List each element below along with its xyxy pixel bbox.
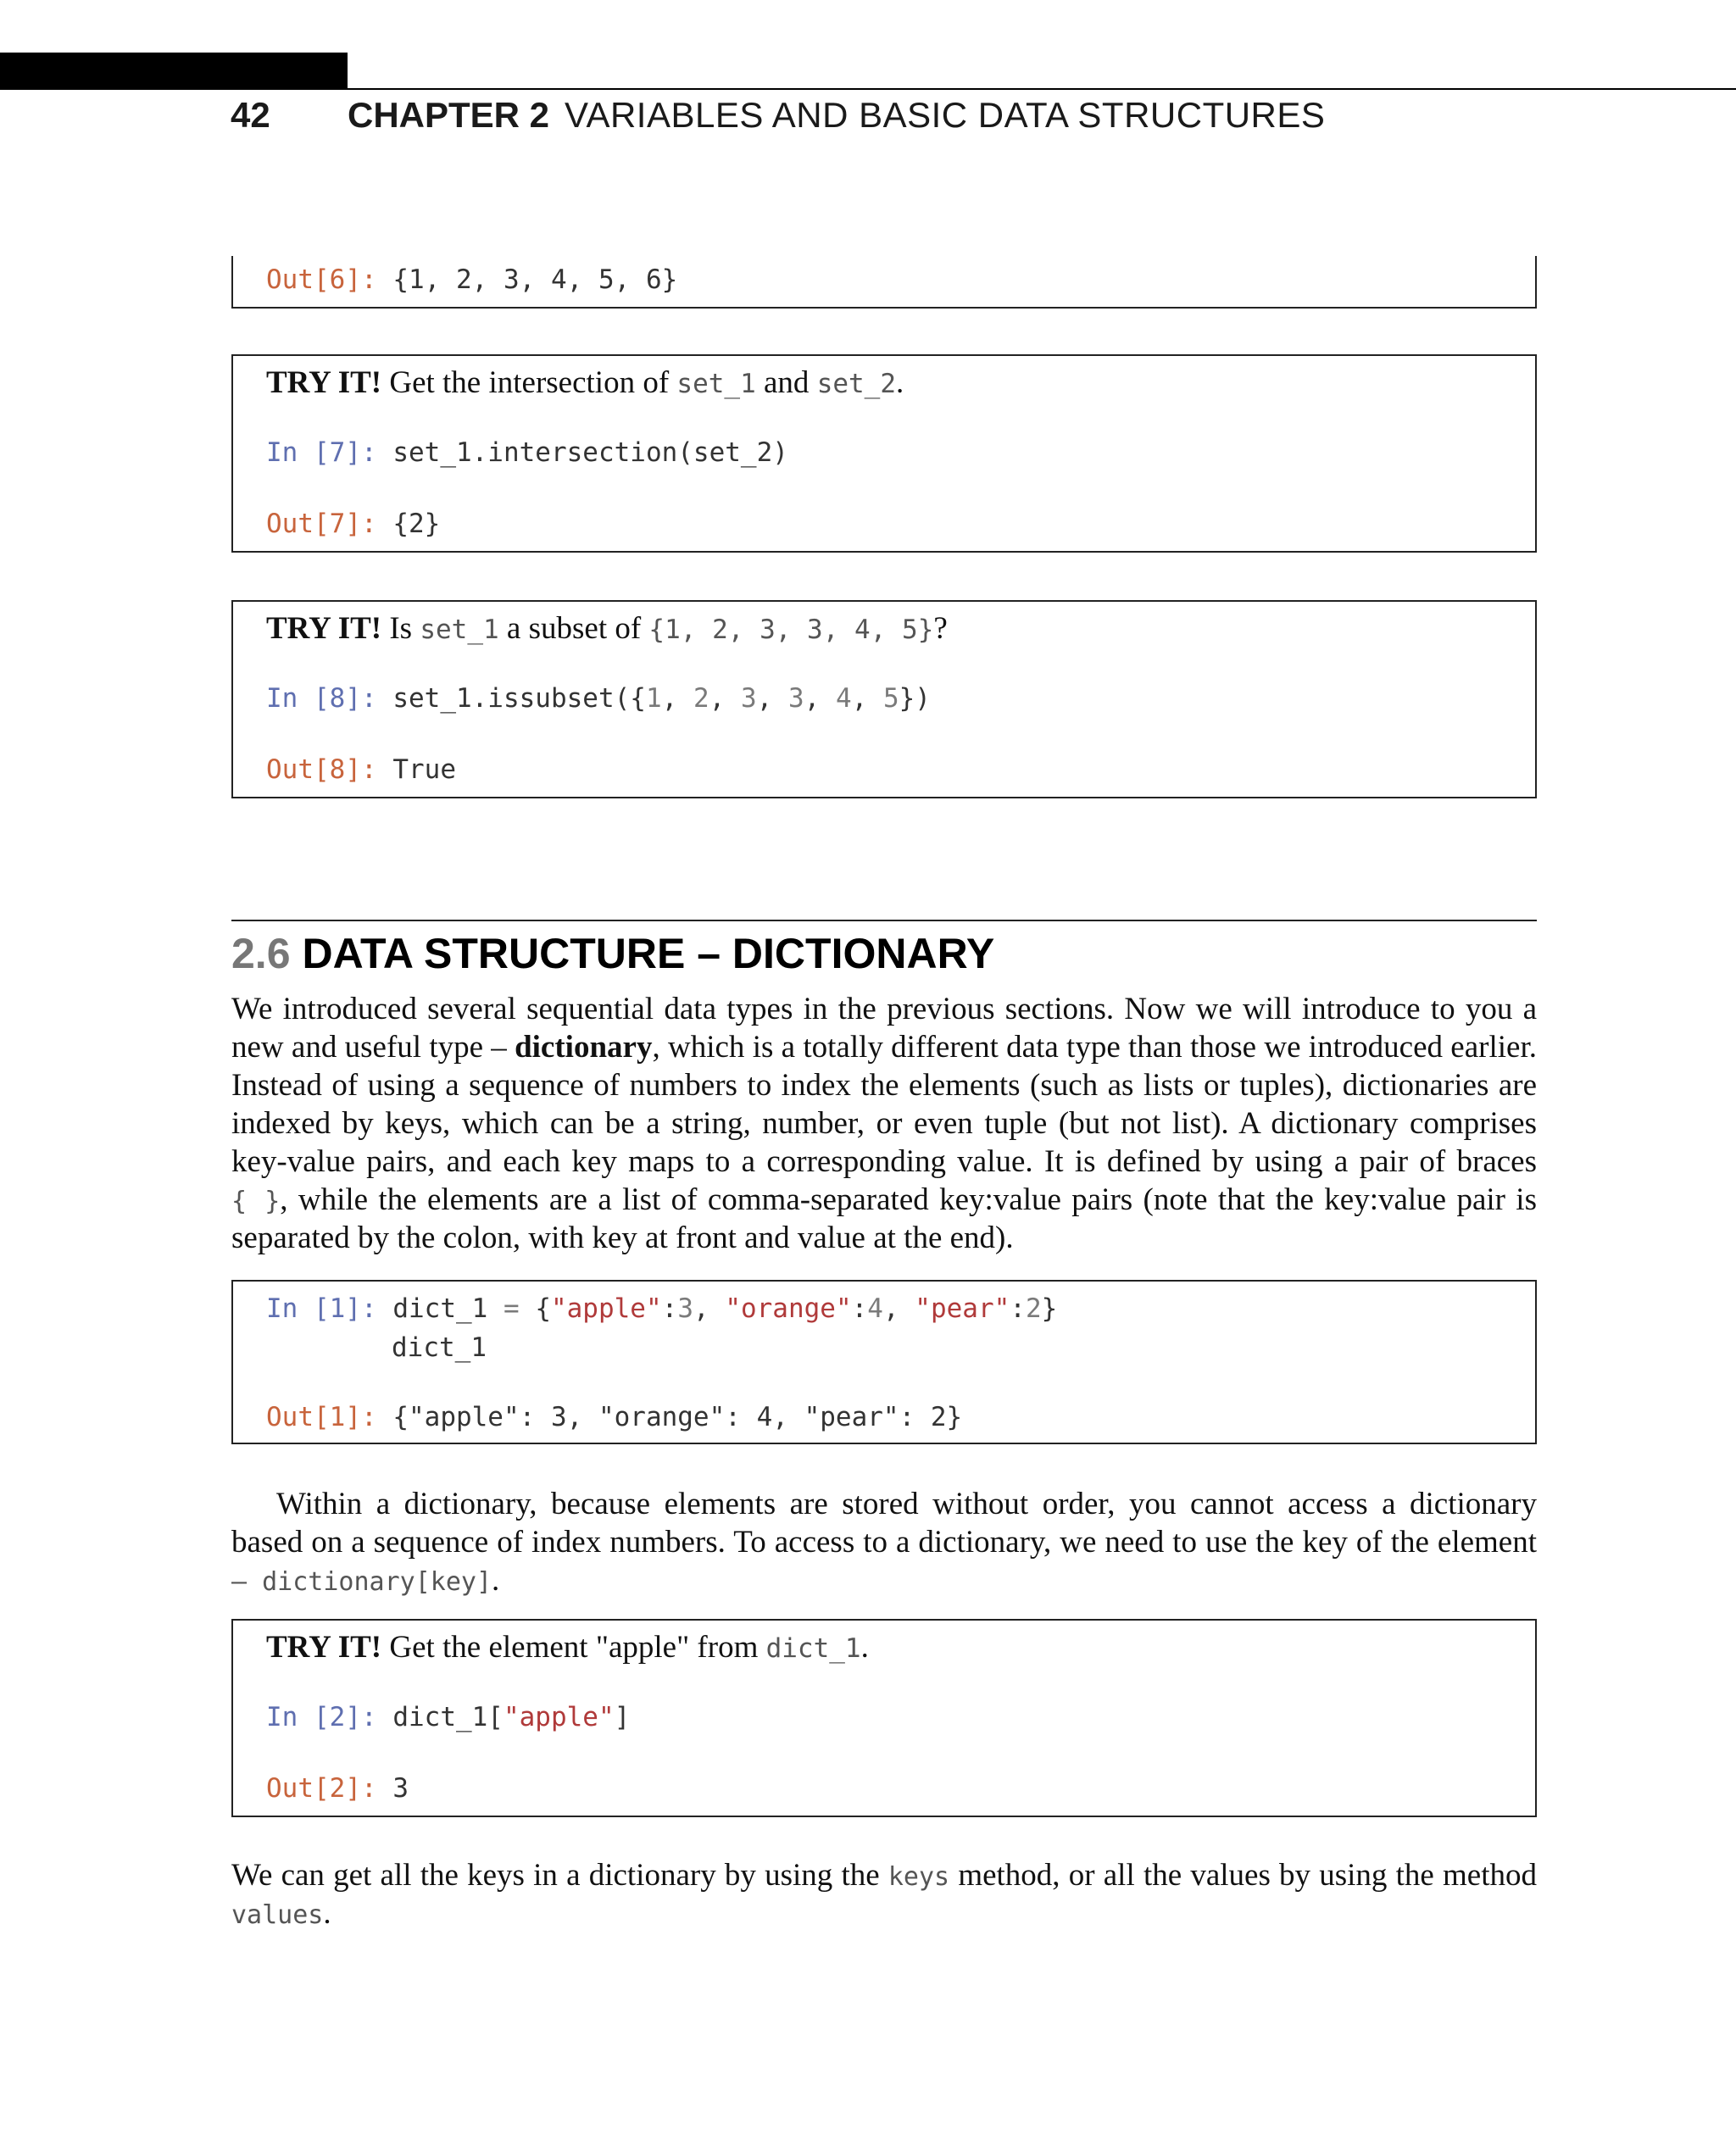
code-token: set_1.issubset({ — [392, 683, 646, 714]
operator-token: = — [503, 1293, 520, 1324]
output-line — [266, 509, 440, 539]
number-token: 2 — [1025, 1293, 1042, 1324]
output-line — [266, 754, 456, 785]
in-prompt: In [8]: — [266, 683, 377, 714]
text-line: indexed by keys, which can be a string, number, or even tuple (but not list). A dictionary comprises — [231, 1106, 1537, 1141]
code-token: , — [693, 1293, 726, 1324]
try-text: ? — [933, 611, 948, 646]
text-line: based on a sequence of index numbers. To access to a dictionary, we need to use the key of the element — [231, 1525, 1537, 1560]
try-it-prompt — [266, 364, 904, 401]
output-value: 3 — [392, 1773, 409, 1804]
text-run: . — [323, 1896, 331, 1931]
code-token: : — [851, 1293, 868, 1324]
code-token: { — [519, 1293, 551, 1324]
inline-code: dict_1 — [765, 1633, 861, 1664]
code-token: }) — [899, 683, 931, 714]
output-value: {"apple": 3, "orange": 4, "pear": 2} — [392, 1402, 963, 1432]
text-run: method, or all the values by using the method — [949, 1858, 1538, 1893]
header-rule — [348, 88, 1736, 90]
chapter-title: VARIABLES AND BASIC DATA STRUCTURES — [565, 95, 1326, 135]
code-cell-dict — [231, 1280, 1537, 1444]
output-value: True — [392, 754, 456, 785]
intro-paragraph — [231, 990, 1537, 1257]
text-line — [231, 1894, 1537, 1932]
text-run: . — [492, 1563, 500, 1598]
code-token: dict_1[ — [392, 1702, 504, 1732]
string-token: "apple" — [550, 1293, 662, 1324]
section-number: 2.6 — [231, 930, 291, 977]
text-line — [231, 1856, 1537, 1894]
header-tab-bar — [0, 53, 348, 90]
text-line — [231, 1561, 1537, 1599]
string-token: "apple" — [503, 1702, 615, 1732]
try-it-get-box — [231, 1619, 1537, 1817]
code-token: , — [661, 683, 693, 714]
text-line: Instead of using a sequence of numbers to index the elements (such as lists or tuples), dictionaries are — [231, 1068, 1537, 1103]
output-value: {2} — [392, 509, 441, 539]
page-number: 42 — [231, 95, 270, 135]
try-it-prompt — [266, 1629, 869, 1666]
in-prompt: In [2]: — [266, 1702, 377, 1732]
text-line: key-value pairs, and each key maps to a corresponding value. It is defined by using a pair of braces — [231, 1144, 1537, 1179]
try-text: Get the element "apple" from — [381, 1630, 766, 1665]
input-line-continued: dict_1 — [392, 1332, 487, 1363]
number-token: 1 — [645, 683, 662, 714]
access-paragraph — [231, 1485, 1537, 1599]
try-it-badge: TRY IT! — [266, 365, 382, 400]
code-token: , — [709, 683, 741, 714]
code-token: : — [661, 1293, 678, 1324]
running-head — [231, 95, 1325, 146]
code-token: , — [851, 683, 883, 714]
text-line — [231, 1485, 1537, 1523]
in-prompt: In [1]: — [266, 1293, 377, 1324]
number-token: 4 — [867, 1293, 883, 1324]
text-run: We can get all the keys in a dictionary by using the — [231, 1858, 888, 1893]
out-prompt: Out[8]: — [266, 754, 377, 785]
chapter-label: CHAPTER 2 — [348, 95, 550, 135]
inline-code: {1, 2, 3, 3, 4, 5} — [648, 614, 934, 645]
input-line — [266, 1293, 1057, 1324]
inline-code: values — [231, 1900, 324, 1930]
out-prompt: Out[1]: — [266, 1402, 377, 1432]
inline-code: { } — [231, 1187, 281, 1216]
output-line — [266, 1773, 409, 1804]
number-token: 3 — [787, 683, 804, 714]
text-line: We introduced several sequential data types in the previous sections. Now we will introduce to you a — [231, 992, 1537, 1026]
code-token: , — [804, 683, 836, 714]
code-token: } — [1041, 1293, 1058, 1324]
try-text: . — [860, 1630, 869, 1665]
input-line — [266, 683, 931, 714]
text-line: separated by the colon, with key at front and value at the end). — [231, 1221, 1014, 1255]
inline-code: set_2 — [816, 369, 897, 399]
code-token: ] — [614, 1702, 631, 1732]
input-line — [266, 1702, 630, 1732]
inline-code: keys — [887, 1862, 950, 1892]
code-cell-out6 — [231, 256, 1537, 309]
try-it-subset-box — [231, 600, 1537, 798]
section-title: DATA STRUCTURE – DICTIONARY — [302, 930, 995, 977]
inline-code: – dictionary[key] — [231, 1567, 492, 1597]
number-token: 3 — [677, 1293, 693, 1324]
output-line — [266, 1402, 962, 1432]
out-prompt: Out[6]: — [266, 264, 377, 295]
text-run: Within a dictionary, because elements are stored without order, you cannot access a dictionary — [276, 1487, 1537, 1521]
try-text: . — [896, 365, 904, 400]
keys-paragraph — [231, 1856, 1537, 1932]
output-line — [266, 264, 677, 295]
output-value: {1, 2, 3, 4, 5, 6} — [392, 264, 678, 295]
try-it-badge: TRY IT! — [266, 611, 382, 646]
text-line — [231, 1181, 1537, 1219]
in-prompt: In [7]: — [266, 437, 377, 468]
out-prompt: Out[2]: — [266, 1773, 377, 1804]
number-token: 3 — [740, 683, 757, 714]
code-token: dict_1 — [392, 1293, 504, 1324]
inline-code: set_1 — [676, 369, 756, 399]
bold-term: dictionary — [515, 1030, 653, 1065]
try-text: and — [755, 365, 817, 400]
number-token: 2 — [693, 683, 709, 714]
try-it-prompt — [266, 610, 948, 647]
text-run: , which is a totally different data type than those we introduced earlier. — [652, 1030, 1537, 1065]
section-rule — [231, 920, 1537, 921]
code-token: , — [882, 1293, 915, 1324]
string-token: "orange" — [725, 1293, 852, 1324]
number-token: 4 — [835, 683, 852, 714]
out-prompt: Out[7]: — [266, 509, 377, 539]
input-line — [266, 437, 788, 468]
number-token: 5 — [882, 683, 899, 714]
try-text: Is — [381, 611, 420, 646]
text-line — [231, 1028, 1537, 1066]
string-token: "pear" — [915, 1293, 1010, 1324]
text-run: , while the elements are a list of comma-separated key:value pairs (note that the key:value pair is — [280, 1182, 1537, 1217]
try-it-intersection-box — [231, 354, 1537, 553]
input-code: set_1.intersection(set_2) — [392, 437, 788, 468]
try-it-badge: TRY IT! — [266, 1630, 382, 1665]
code-token: : — [1010, 1293, 1026, 1324]
try-text: a subset of — [498, 611, 649, 646]
section-heading — [231, 929, 994, 978]
code-token: , — [756, 683, 788, 714]
text-run: new and useful type – — [231, 1030, 515, 1065]
inline-code: set_1 — [420, 614, 499, 645]
try-text: Get the intersection of — [381, 365, 677, 400]
